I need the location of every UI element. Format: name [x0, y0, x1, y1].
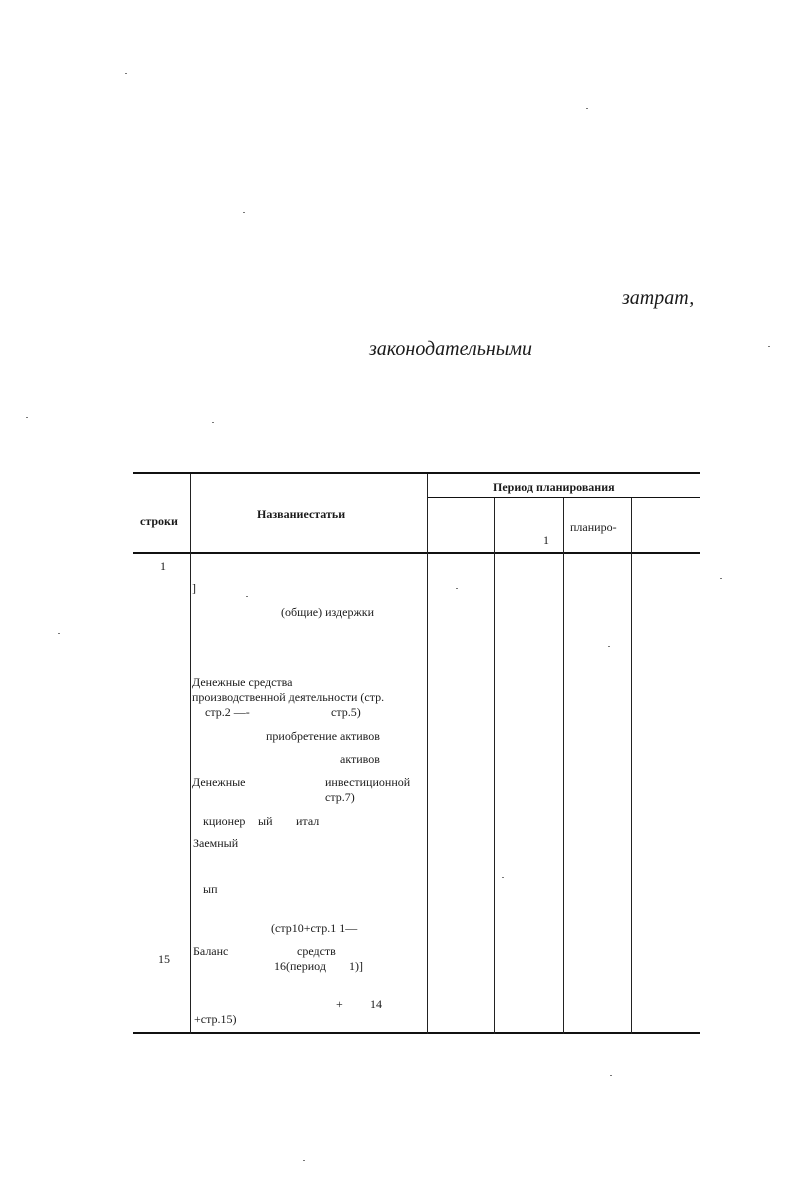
name-fragment: ый [258, 814, 273, 828]
scan-speck [610, 1075, 612, 1076]
header-bottom-rule [133, 552, 700, 554]
name-fragment: кционер [203, 814, 246, 828]
name-fragment: инвестиционной [325, 775, 411, 789]
name-fragment: 16(период [274, 959, 326, 973]
scan-speck [586, 108, 588, 109]
header-subcolumn-2-mark: 1 [543, 533, 549, 547]
name-fragment: 14 [370, 997, 382, 1011]
name-fragment: Баланс [193, 944, 229, 958]
column-divider-1 [190, 474, 191, 1034]
scan-speck [720, 578, 722, 579]
name-fragment: Заемный [193, 836, 239, 850]
name-fragment: ып [203, 882, 218, 896]
name-fragment: +стр.15) [194, 1012, 237, 1026]
italic-word-zakonodatelnymi: законодательными [369, 338, 533, 360]
name-fragment: стр.7) [325, 790, 355, 804]
scan-speck [212, 422, 214, 423]
name-fragment: (стр10+стр.1 1— [271, 921, 358, 935]
header-subcolumn-3: планиро- [570, 520, 617, 534]
column-divider-4 [563, 498, 564, 1034]
header-row-number: строки [140, 514, 178, 528]
scan-speck [768, 346, 770, 347]
header-item-name: Названиестатьи [257, 507, 346, 521]
scan-speck [303, 1160, 305, 1161]
table-bottom-rule [133, 1032, 700, 1034]
italic-word-zatrat: затрат, [622, 287, 695, 309]
scan-speck [58, 633, 60, 634]
scan-speck [456, 588, 458, 589]
name-fragment: ] [192, 581, 196, 595]
name-fragment: 1)] [349, 959, 363, 973]
name-fragment: Денежные средства [192, 675, 293, 689]
scan-speck [26, 417, 28, 418]
name-fragment: стр.5) [331, 705, 361, 719]
scan-speck [502, 877, 504, 878]
scan-speck [125, 73, 127, 74]
name-fragment: приобретение активов [266, 729, 380, 743]
name-fragment: производственной деятельности (стр. [192, 690, 385, 704]
name-fragment: (общие) издержки [281, 605, 375, 619]
name-fragment: активов [340, 752, 380, 766]
table-top-rule [133, 472, 700, 474]
name-fragment: + [336, 997, 343, 1011]
name-fragment: итал [296, 814, 320, 828]
scan-speck [243, 212, 245, 213]
scan-speck [246, 596, 248, 597]
row-number-1: 1 [160, 559, 166, 573]
name-fragment: средств [297, 944, 336, 958]
scan-speck [608, 646, 610, 647]
name-fragment: стр.2 —- [205, 705, 250, 719]
column-divider-5 [631, 498, 632, 1034]
header-planning-period: Период планирования [493, 480, 615, 494]
column-divider-3 [494, 498, 495, 1034]
row-number-15: 15 [158, 952, 170, 966]
name-fragment: Денежные [192, 775, 246, 789]
column-divider-2 [427, 474, 428, 1034]
